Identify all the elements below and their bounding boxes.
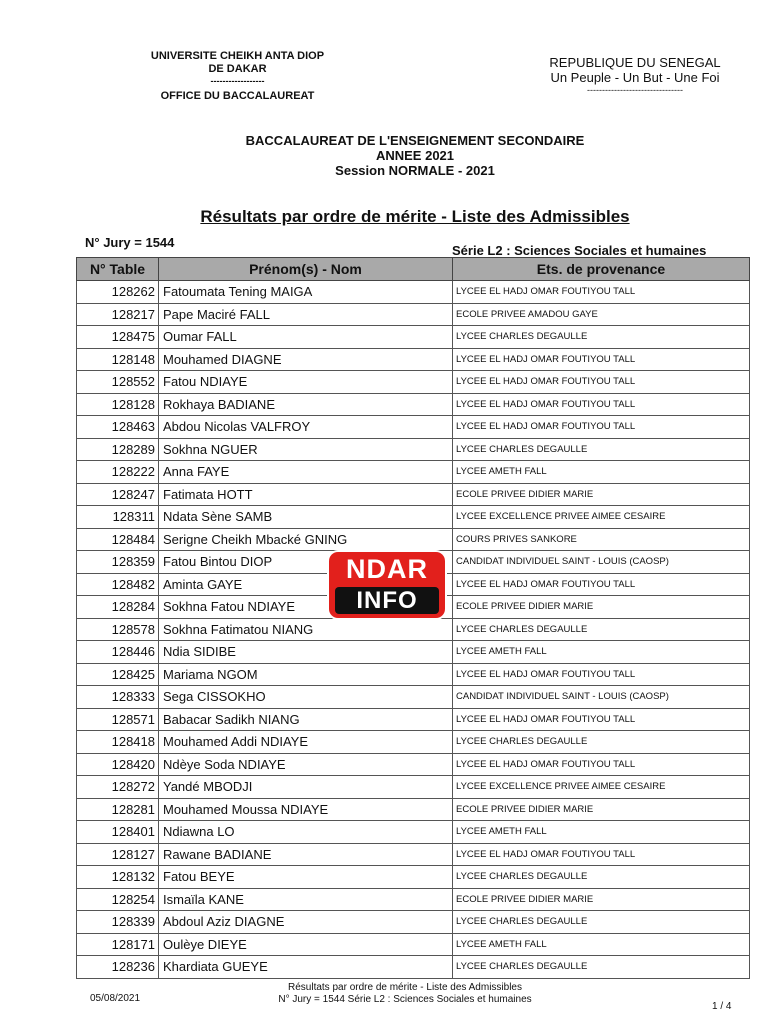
student-name-cell: Abdou Nicolas VALFROY: [159, 416, 453, 439]
table-number-cell: 128578: [77, 618, 159, 641]
table-number-cell: 128333: [77, 686, 159, 709]
school-cell: LYCEE CHARLES DEGAULLE: [453, 731, 750, 754]
student-name-cell: Fatoumata Tening MAIGA: [159, 281, 453, 304]
table-row: [77, 281, 750, 304]
table-number-cell: 128132: [77, 866, 159, 889]
table-number-cell: 128262: [77, 281, 159, 304]
student-name-cell: Ndiawna LO: [159, 821, 453, 844]
table-number-cell: 128446: [77, 641, 159, 664]
school-cell: LYCEE EXCELLENCE PRIVEE AIMEE CESAIRE: [453, 776, 750, 799]
table-number-cell: 128475: [77, 326, 159, 349]
table-header-row: [77, 258, 750, 281]
page-title: Résultats par ordre de mérite - Liste des Admissibles: [200, 207, 630, 226]
table-number-cell: 128463: [77, 416, 159, 439]
table-row: [77, 956, 750, 979]
table-number-cell: 128148: [77, 348, 159, 371]
school-cell: COURS PRIVES SANKORE: [453, 528, 750, 551]
table-row: [77, 821, 750, 844]
col-header-school: Ets. de provenance: [453, 258, 750, 281]
school-cell: CANDIDAT INDIVIDUEL SAINT - LOUIS (CAOSP): [453, 551, 750, 574]
school-cell: ECOLE PRIVEE DIDIER MARIE: [453, 888, 750, 911]
student-name-cell: Sokhna Fatimatou NIANG: [159, 618, 453, 641]
footer-line-2: N° Jury = 1544 Série L2 : Sciences Sociales et humaines: [278, 994, 532, 1005]
student-name-cell: Mariama NGOM: [159, 663, 453, 686]
table-number-cell: 128254: [77, 888, 159, 911]
table-row: [77, 888, 750, 911]
table-number-cell: 128236: [77, 956, 159, 979]
page-number: 1 / 4: [712, 1001, 732, 1012]
table-row: [77, 663, 750, 686]
student-name-cell: Ismaïla KANE: [159, 888, 453, 911]
footer-date: 05/08/2021: [90, 993, 141, 1004]
table-row: [77, 933, 750, 956]
header-country: [535, 55, 735, 95]
school-cell: LYCEE EL HADJ OMAR FOUTIYOU TALL: [453, 393, 750, 416]
table-number-cell: 128217: [77, 303, 159, 326]
table-number-cell: 128359: [77, 551, 159, 574]
table-row: [77, 686, 750, 709]
student-name-cell: Fatou BEYE: [159, 866, 453, 889]
school-cell: LYCEE EL HADJ OMAR FOUTIYOU TALL: [453, 843, 750, 866]
student-name-cell: Ndata Sène SAMB: [159, 506, 453, 529]
serie-label: Série L2 : Sciences Sociales et humaines: [452, 243, 707, 258]
table-number-cell: 128552: [77, 371, 159, 394]
school-cell: LYCEE CHARLES DEGAULLE: [453, 326, 750, 349]
student-name-cell: Oumar FALL: [159, 326, 453, 349]
university-name: UNIVERSITE CHEIKH ANTA DIOP: [150, 50, 325, 62]
school-cell: LYCEE CHARLES DEGAULLE: [453, 956, 750, 979]
footer-summary: [240, 982, 570, 1006]
table-number-cell: 128171: [77, 933, 159, 956]
office-name: OFFICE DU BACCALAUREAT: [160, 90, 315, 102]
table-row: [77, 843, 750, 866]
table-number-cell: 128339: [77, 911, 159, 934]
footer-line-1: Résultats par ordre de mérite - Liste des Admissibles: [288, 982, 522, 993]
student-name-cell: Pape Maciré FALL: [159, 303, 453, 326]
school-cell: LYCEE CHARLES DEGAULLE: [453, 618, 750, 641]
student-name-cell: Sokhna Fatou NDIAYE: [159, 596, 453, 619]
exam-year: ANNEE 2021: [375, 148, 455, 163]
student-name-cell: Fatou Bintou DIOP: [159, 551, 453, 574]
table-number-cell: 128128: [77, 393, 159, 416]
student-name-cell: Abdoul Aziz DIAGNE: [159, 911, 453, 934]
student-name-cell: Aminta GAYE: [159, 573, 453, 596]
school-cell: LYCEE EL HADJ OMAR FOUTIYOU TALL: [453, 348, 750, 371]
table-number-cell: 128284: [77, 596, 159, 619]
ndar-info-logo: [329, 552, 445, 618]
student-name-cell: Mouhamed Addi NDIAYE: [159, 731, 453, 754]
table-row: [77, 866, 750, 889]
national-motto: Un Peuple - Un But - Une Foi: [550, 70, 720, 85]
table-number-cell: 128289: [77, 438, 159, 461]
col-header-table-number: N° Table: [77, 258, 159, 281]
table-number-cell: 128482: [77, 573, 159, 596]
school-cell: ECOLE PRIVEE DIDIER MARIE: [453, 483, 750, 506]
logo-text-bottom: INFO: [356, 587, 418, 614]
student-name-cell: Oulèye DIEYE: [159, 933, 453, 956]
table-row: [77, 371, 750, 394]
school-cell: LYCEE AMETH FALL: [453, 821, 750, 844]
header-institution: [120, 50, 355, 103]
student-name-cell: Fatou NDIAYE: [159, 371, 453, 394]
divider: ------------------: [210, 76, 265, 86]
table-row: [77, 618, 750, 641]
university-city: DE DAKAR: [208, 63, 267, 75]
exam-heading: [200, 133, 630, 178]
school-cell: LYCEE EL HADJ OMAR FOUTIYOU TALL: [453, 753, 750, 776]
table-row: [77, 753, 750, 776]
table-number-cell: 128425: [77, 663, 159, 686]
table-row: [77, 911, 750, 934]
col-header-name: Prénom(s) - Nom: [159, 258, 453, 281]
school-cell: LYCEE EL HADJ OMAR FOUTIYOU TALL: [453, 573, 750, 596]
school-cell: LYCEE EXCELLENCE PRIVEE AIMEE CESAIRE: [453, 506, 750, 529]
student-name-cell: Khardiata GUEYE: [159, 956, 453, 979]
table-row: [77, 708, 750, 731]
country-name: REPUBLIQUE DU SENEGAL: [549, 55, 721, 70]
school-cell: LYCEE AMETH FALL: [453, 933, 750, 956]
exam-session: Session NORMALE - 2021: [335, 163, 495, 178]
student-name-cell: Babacar Sadikh NIANG: [159, 708, 453, 731]
school-cell: ECOLE PRIVEE AMADOU GAYE: [453, 303, 750, 326]
table-row: [77, 393, 750, 416]
school-cell: LYCEE AMETH FALL: [453, 641, 750, 664]
student-name-cell: Rokhaya BADIANE: [159, 393, 453, 416]
table-number-cell: 128418: [77, 731, 159, 754]
table-number-cell: 128571: [77, 708, 159, 731]
school-cell: LYCEE CHARLES DEGAULLE: [453, 866, 750, 889]
school-cell: LYCEE CHARLES DEGAULLE: [453, 911, 750, 934]
table-number-cell: 128420: [77, 753, 159, 776]
student-name-cell: Mouhamed DIAGNE: [159, 348, 453, 371]
table-number-cell: 128127: [77, 843, 159, 866]
student-name-cell: Ndia SIDIBE: [159, 641, 453, 664]
table-number-cell: 128281: [77, 798, 159, 821]
exam-name: BACCALAUREAT DE L'ENSEIGNEMENT SECONDAIRE: [245, 133, 585, 148]
school-cell: LYCEE EL HADJ OMAR FOUTIYOU TALL: [453, 416, 750, 439]
student-name-cell: Fatimata HOTT: [159, 483, 453, 506]
student-name-cell: Ndèye Soda NDIAYE: [159, 753, 453, 776]
student-name-cell: Rawane BADIANE: [159, 843, 453, 866]
table-row: [77, 798, 750, 821]
table-row: [77, 348, 750, 371]
table-row: [77, 641, 750, 664]
school-cell: LYCEE EL HADJ OMAR FOUTIYOU TALL: [453, 371, 750, 394]
table-row: [77, 461, 750, 484]
jury-number: N° Jury = 1544: [85, 235, 175, 250]
school-cell: ECOLE PRIVEE DIDIER MARIE: [453, 798, 750, 821]
school-cell: LYCEE EL HADJ OMAR FOUTIYOU TALL: [453, 281, 750, 304]
student-name-cell: Sokhna NGUER: [159, 438, 453, 461]
student-name-cell: Serigne Cheikh Mbacké GNING: [159, 528, 453, 551]
table-row: [77, 438, 750, 461]
school-cell: LYCEE EL HADJ OMAR FOUTIYOU TALL: [453, 708, 750, 731]
table-number-cell: 128247: [77, 483, 159, 506]
table-row: [77, 731, 750, 754]
table-number-cell: 128484: [77, 528, 159, 551]
student-name-cell: Anna FAYE: [159, 461, 453, 484]
table-row: [77, 326, 750, 349]
school-cell: LYCEE AMETH FALL: [453, 461, 750, 484]
table-row: [77, 776, 750, 799]
school-cell: ECOLE PRIVEE DIDIER MARIE: [453, 596, 750, 619]
table-row: [77, 416, 750, 439]
student-name-cell: Yandé MBODJI: [159, 776, 453, 799]
table-number-cell: 128222: [77, 461, 159, 484]
table-number-cell: 128401: [77, 821, 159, 844]
divider: --------------------------------: [587, 85, 683, 95]
student-name-cell: Sega CISSOKHO: [159, 686, 453, 709]
student-name-cell: Mouhamed Moussa NDIAYE: [159, 798, 453, 821]
table-number-cell: 128272: [77, 776, 159, 799]
table-row: [77, 528, 750, 551]
table-row: [77, 303, 750, 326]
table-row: [77, 483, 750, 506]
table-row: [77, 506, 750, 529]
school-cell: LYCEE EL HADJ OMAR FOUTIYOU TALL: [453, 663, 750, 686]
school-cell: CANDIDAT INDIVIDUEL SAINT - LOUIS (CAOSP): [453, 686, 750, 709]
school-cell: LYCEE CHARLES DEGAULLE: [453, 438, 750, 461]
table-number-cell: 128311: [77, 506, 159, 529]
logo-text-top: NDAR: [346, 554, 428, 584]
